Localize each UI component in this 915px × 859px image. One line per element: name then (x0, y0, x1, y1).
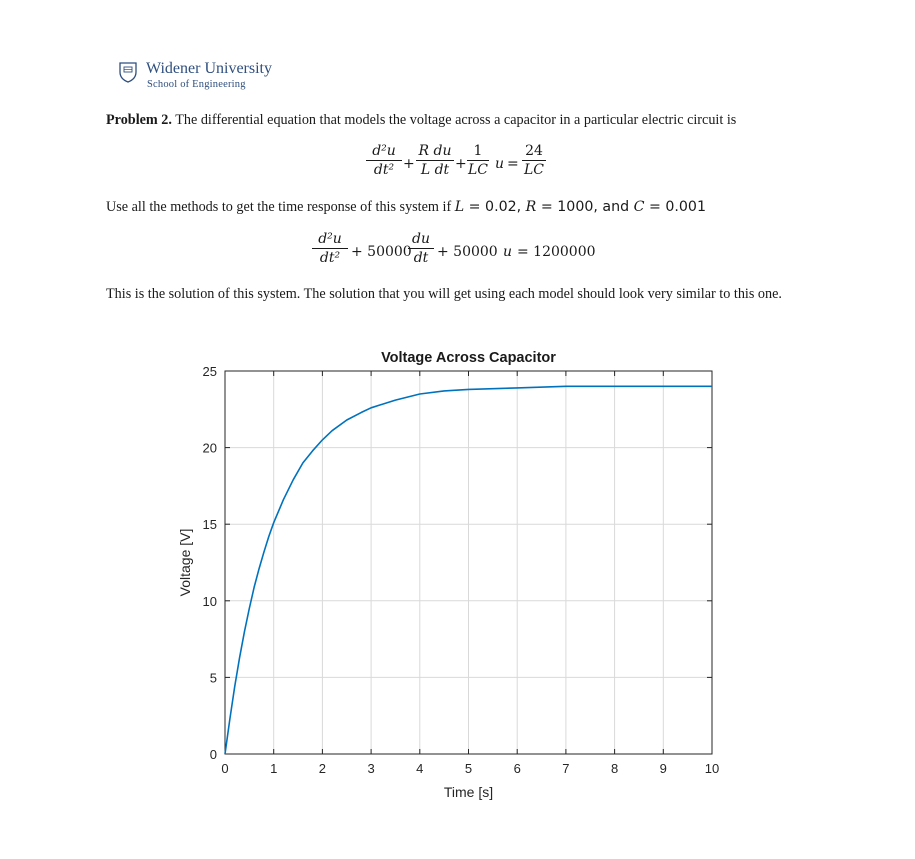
problem-label: Problem 2. (106, 112, 172, 128)
eq2-first-derivative (408, 231, 434, 266)
eq1-t2-num: R du (416, 143, 454, 161)
x-tick-label: 3 (367, 761, 375, 776)
eq1-rhs-den: LC (523, 162, 544, 178)
eq1-t1-den: dt² (373, 162, 395, 178)
chart-canvas (160, 340, 740, 810)
x-tick-label: 2 (318, 761, 327, 776)
inductance-var: L (454, 199, 465, 215)
eq1-first-derivative (416, 143, 454, 178)
chart-title: Voltage Across Capacitor (381, 350, 556, 366)
x-tick-label: 7 (562, 761, 570, 776)
eq1-rhs-num: 24 (522, 143, 546, 161)
eq2-t1-den: dt² (319, 250, 341, 266)
eq1-plus-2: + (455, 156, 467, 172)
eq1-t3-num: 1 (467, 143, 489, 161)
eq2-coef-2: + 50000 (437, 244, 498, 260)
capacitance-var: C (633, 199, 645, 215)
problem-statement (106, 112, 736, 129)
eq1-t2-den: L dt (420, 162, 450, 178)
eq1-plus-1: + (403, 156, 415, 172)
eq2-t2-den: dt (413, 250, 429, 266)
instructions-text: Use all the methods to get the time response of this system if (106, 199, 455, 215)
voltage-chart (160, 340, 740, 810)
x-tick-label: 6 (513, 761, 521, 776)
y-tick-label: 10 (202, 593, 217, 609)
eq1-one-over-lc (467, 143, 489, 178)
x-tick-label: 1 (270, 761, 278, 776)
capacitance-value: = 0.001 (644, 199, 706, 215)
x-tick-label: 5 (464, 761, 473, 776)
instructions (106, 199, 706, 216)
y-axis-label: Voltage [V] (177, 528, 193, 597)
eq2-rhs: = 1200000 (517, 244, 596, 260)
y-tick-label: 15 (202, 517, 217, 533)
x-tick-label: 9 (659, 761, 667, 776)
eq2-coef-1: + 50000 (351, 244, 412, 260)
eq1-t1-num: d²u (366, 143, 402, 161)
x-tick-label: 0 (221, 761, 229, 776)
equation-general (356, 143, 556, 189)
eq1-second-derivative (366, 143, 402, 178)
resistance-value: = 1000, and (536, 199, 634, 215)
y-tick-label: 25 (202, 364, 217, 379)
inductance-value: = 0.02, (464, 199, 526, 215)
eq1-var: u (495, 156, 505, 172)
resistance-var: R (525, 199, 537, 215)
school-name: School of Engineering (147, 79, 246, 90)
x-tick-label: 8 (610, 761, 619, 776)
y-tick-label: 0 (209, 747, 217, 762)
eq2-t1-num: d²u (312, 231, 348, 249)
eq2-var: u (503, 244, 513, 260)
x-tick-label: 10 (704, 761, 720, 776)
university-name: Widener University (146, 60, 272, 77)
x-tick-label: 4 (416, 761, 424, 776)
y-tick-label: 5 (209, 670, 217, 686)
eq1-rhs (522, 143, 546, 178)
shield-icon (119, 61, 137, 83)
eq1-t3-den: LC (467, 162, 488, 178)
problem-intro: The differential equation that models the voltage across a capacitor in a particular electric circuit is (175, 112, 737, 128)
eq2-second-derivative (312, 231, 348, 266)
solution-note: This is the solution of this system. The solution that you will get using each model should look very similar to this one. (106, 286, 782, 302)
x-axis-label: Time [s] (443, 784, 494, 800)
eq1-equals: = (507, 156, 519, 172)
equation-specific (304, 231, 624, 277)
eq2-t2-num: du (408, 231, 434, 249)
y-tick-label: 20 (202, 440, 217, 456)
